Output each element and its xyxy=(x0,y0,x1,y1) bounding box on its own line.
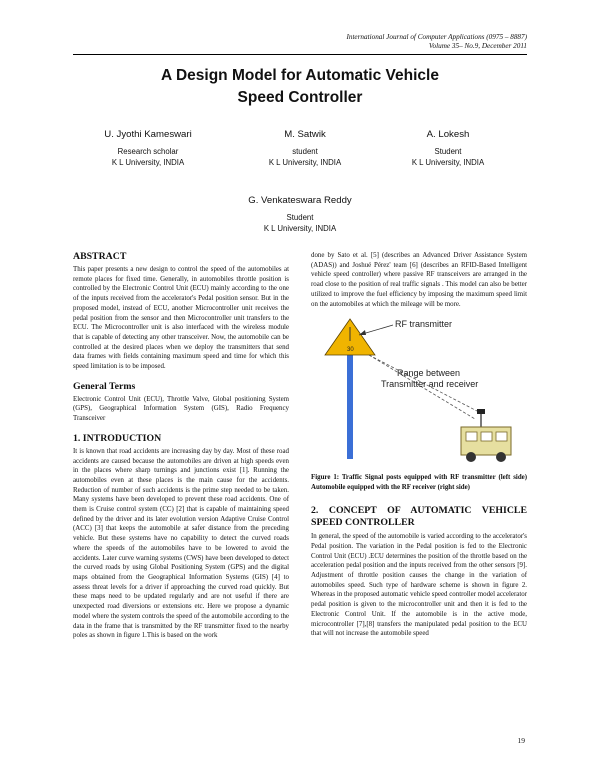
figure-1-illustration xyxy=(311,315,527,465)
title-line-1: A Design Model for Automatic Vehicle xyxy=(161,67,439,84)
author-block xyxy=(358,128,538,168)
journal-header: International Journal of Computer Applications (0975 – 8887) xyxy=(346,33,527,41)
left-column xyxy=(73,251,289,641)
right-column xyxy=(311,251,527,639)
introduction-text: It is known that road accidents are increasing day by day. Most of these road accidents are caused because the automobiles are driven at high speeds even in the places where sharp turnings and junctions exist [1]. Running the automobiles even at these places is the main cause for the accidents. Reduction of number of such accidents is the prime step needed to be taken. Many systems have been developed to prevent these road accidents. One of them is Cruise control system (CC) [2] that is capable of maintaining speed defined by the driver and its later evolution version Adaptive Cruise Control (ACC) [3] that keeps the automobile at safer distance from the preceding vehicle. But these systems have no capability to detect the curved roads where the speeds of the automobiles have to be lowered to avoid the accidents. Later curve warning systems (CWS) have been developed to detect the curved roads by using Global Positioning System (GPS) and the digital maps obtained from the Geographical Information Systems (GIS) [4] to assess threat levels for a driver if approaching the curved road quickly. But these maps need to be updated regularly and are not useful if there are unexpected road diversions or extensions etc. Here we propose a dynamic model where the system controls the speed of the automobile according to the data in the frame that is transmitted by the RF transmitter fixed to the nearby poles as shown in figure 1.This is based on the work xyxy=(73,447,289,640)
introduction-heading: 1. INTRODUCTION xyxy=(73,432,162,444)
car-window-1 xyxy=(466,432,477,441)
arrow-head xyxy=(359,330,366,335)
author-block xyxy=(210,194,390,234)
introduction-continued-text: done by Sato et al. [5] (describes an Advanced Driver Assistance System (ADAS)) and Joshué Pérez' team [6] (describes an RFID-Based Intelligent vehicle speed controller) where passive RF transceivers are arranged in the road close to the position of real traffic signals . This model can also be better utilized to improve the fuel efficiency by imposing the maximum speed limit on the automobiles at which the mileage will be more. xyxy=(311,252,527,308)
author-institution: K L University, INDIA xyxy=(111,157,185,167)
car-window-3 xyxy=(496,432,507,441)
page-number: 19 xyxy=(517,736,525,745)
author-role: student xyxy=(292,147,318,156)
section-2-text: In general, the speed of the automobile is varied according to the accelerator's Pedal position. The variation in the Pedal position is fed to the Electronic Control Unit (ECU) .ECU determines the position of the throttle based on the acceleration pedal position and the inputs received from the other sensors [9]. Adjustment of throttle position causes the change in the variation of automobiles speed. Such type of hardware scheme is shown in figure 2. Whereas in the proposed automatic vehicle speed controller model accelerator pedal position is given to the microcontroller unit and then it is fed to the Electronic Control Unit. If the automobile is in the active mode, microcontroller [7],[8] transfers the manipulated pedal position to the ECU that will not increase the automobile speed xyxy=(311,533,527,638)
volume-header: Volume 35– No.9, December 2011 xyxy=(428,42,527,50)
figure-1 xyxy=(311,315,527,465)
range-label-line-2: Transmitter and receiver xyxy=(381,379,479,390)
author-block xyxy=(58,128,238,168)
car-wheel-front xyxy=(466,452,476,462)
author-role: Student xyxy=(434,147,462,156)
abstract-heading: ABSTRACT xyxy=(73,251,127,262)
receiver-box xyxy=(477,409,485,414)
author-institution: K L University, INDIA xyxy=(268,157,342,167)
rf-transmitter-label: RF transmitter xyxy=(395,319,453,330)
author-role: Student xyxy=(286,213,314,222)
author-role: Research scholar xyxy=(117,147,179,156)
signal-pole xyxy=(347,351,353,459)
section-2-heading: 2. CONCEPT OF AUTOMATIC VEHICLE SPEED CONTROLLER xyxy=(311,505,527,529)
figure-1-caption: Figure 1: Traffic Signal posts equipped with RF transmitter (left side) Automobile equipped with the RF receiver (right side) xyxy=(311,474,527,492)
author-name: U. Jyothi Kameswari xyxy=(104,129,192,140)
author-institution: K L University, INDIA xyxy=(263,223,337,233)
general-terms-text: Electronic Control Unit (ECU), Throttle Valve, Global positioning System (GPS), Geographical Information System (GIS), Radio Frequency Transceiver xyxy=(73,395,289,423)
car-wheel-rear xyxy=(496,452,506,462)
car-window-2 xyxy=(481,432,492,441)
paper-title xyxy=(73,65,527,109)
sign-speed-value: 30 xyxy=(347,347,354,354)
general-terms-heading: General Terms xyxy=(73,380,136,392)
author-name: A. Lokesh xyxy=(426,129,470,140)
range-label-line-1: Range between xyxy=(397,368,461,379)
header-rule xyxy=(73,54,527,55)
author-name: M. Satwik xyxy=(284,129,326,140)
title-line-2: Speed Controller xyxy=(237,89,363,106)
abstract-text: This paper presents a new design to control the speed of the automobiles at remote places for fixed time. Generally, in automobiles throttle position is controlled by the Electronic Control Unit (ECU) mainly according to the one of the inputs received from the accelerator's Pedal position sensor. But in the proposed model, instead of ECU, another Microcontroller unit receives the pedal position from the sensor and then Microcontroller unit transfers to the ECU. The Microcontroller unit is also interfaced with the wireless module that is capable of detecting any other transceiver. Now, the automobile can be controlled at the desired places when we deploy the transmitters that send data frames with fields containing maximum speed and time for which this speed limitation is to be imposed. xyxy=(73,266,289,371)
author-name: G. Venkateswara Reddy xyxy=(248,195,352,206)
author-institution: K L University, INDIA xyxy=(411,157,485,167)
